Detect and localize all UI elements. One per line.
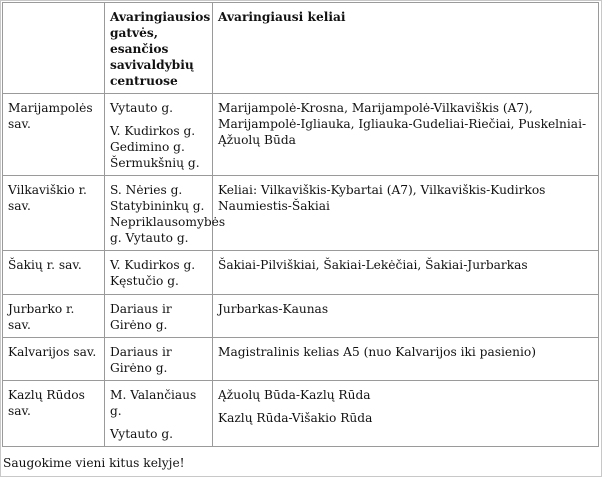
streets-cell bbox=[105, 381, 213, 447]
municipality-cell: Jurbarko r. sav. bbox=[3, 295, 105, 338]
streets-cell: Dariaus ir Girėno g. bbox=[105, 338, 213, 381]
table-row bbox=[3, 295, 599, 338]
table-row bbox=[3, 94, 599, 176]
municipality-cell: Marijampolės sav. bbox=[3, 94, 105, 176]
roads-cell: Jurbarkas-Kaunas bbox=[213, 295, 599, 338]
street-entry: M. Valančiaus g. bbox=[110, 388, 197, 418]
table-row bbox=[3, 381, 599, 447]
municipality-cell: Vilkaviškio r. sav. bbox=[3, 176, 105, 251]
roads-cell: Magistralinis kelias A5 (nuo Kalvarijos iki pasienio) bbox=[213, 338, 599, 381]
roads-cell: Marijampolė-Krosna, Marijampolė-Vilkaviškis (A7), Marijampolė-Igliauka, Igliauka-Gudeliai-Riečiai, Puskelniai-Ąžuolų Būda bbox=[213, 94, 599, 176]
table-row bbox=[3, 338, 599, 381]
street-entry: Vytauto g. bbox=[110, 101, 173, 115]
roads-cell: Keliai: Vilkaviškis-Kybartai (A7), Vilkaviškis-Kudirkos Naumiestis-Šakiai bbox=[213, 176, 599, 251]
footer-message: Saugokime vieni kitus kelyje! bbox=[3, 456, 185, 470]
municipality-cell: Šakių r. sav. bbox=[3, 251, 105, 295]
table-row bbox=[3, 176, 599, 251]
streets-cell bbox=[105, 94, 213, 176]
road-entry: Kazlų Rūda-Višakio Rūda bbox=[218, 411, 373, 425]
roads-cell bbox=[213, 381, 599, 447]
street-entry: Vytauto g. bbox=[110, 427, 173, 441]
municipality-cell: Kazlų Rūdos sav. bbox=[3, 381, 105, 447]
streets-cell: V. Kudirkos g. Kęstučio g. bbox=[105, 251, 213, 295]
streets-cell: Dariaus ir Girėno g. bbox=[105, 295, 213, 338]
municipality-cell: Kalvarijos sav. bbox=[3, 338, 105, 381]
street-entry: V. Kudirkos g. Gedimino g. Šermukšnių g. bbox=[110, 124, 200, 170]
table-row bbox=[3, 251, 599, 295]
header-cell-empty bbox=[3, 3, 105, 94]
road-entry: Ąžuolų Būda-Kazlų Rūda bbox=[218, 388, 371, 402]
accident-roads-table bbox=[2, 2, 599, 447]
streets-cell: S. Nėries g. Statybininkų g. Nepriklausomybės g. Vytauto g. bbox=[105, 176, 213, 251]
roads-cell: Šakiai-Pilviškiai, Šakiai-Lekėčiai, Šakiai-Jurbarkas bbox=[213, 251, 599, 295]
header-cell-streets: Avaringiausios gatvės, esančios savivaldybių centruose bbox=[105, 3, 213, 94]
header-cell-roads: Avaringiausi keliai bbox=[213, 3, 599, 94]
table-header-row bbox=[3, 3, 599, 94]
